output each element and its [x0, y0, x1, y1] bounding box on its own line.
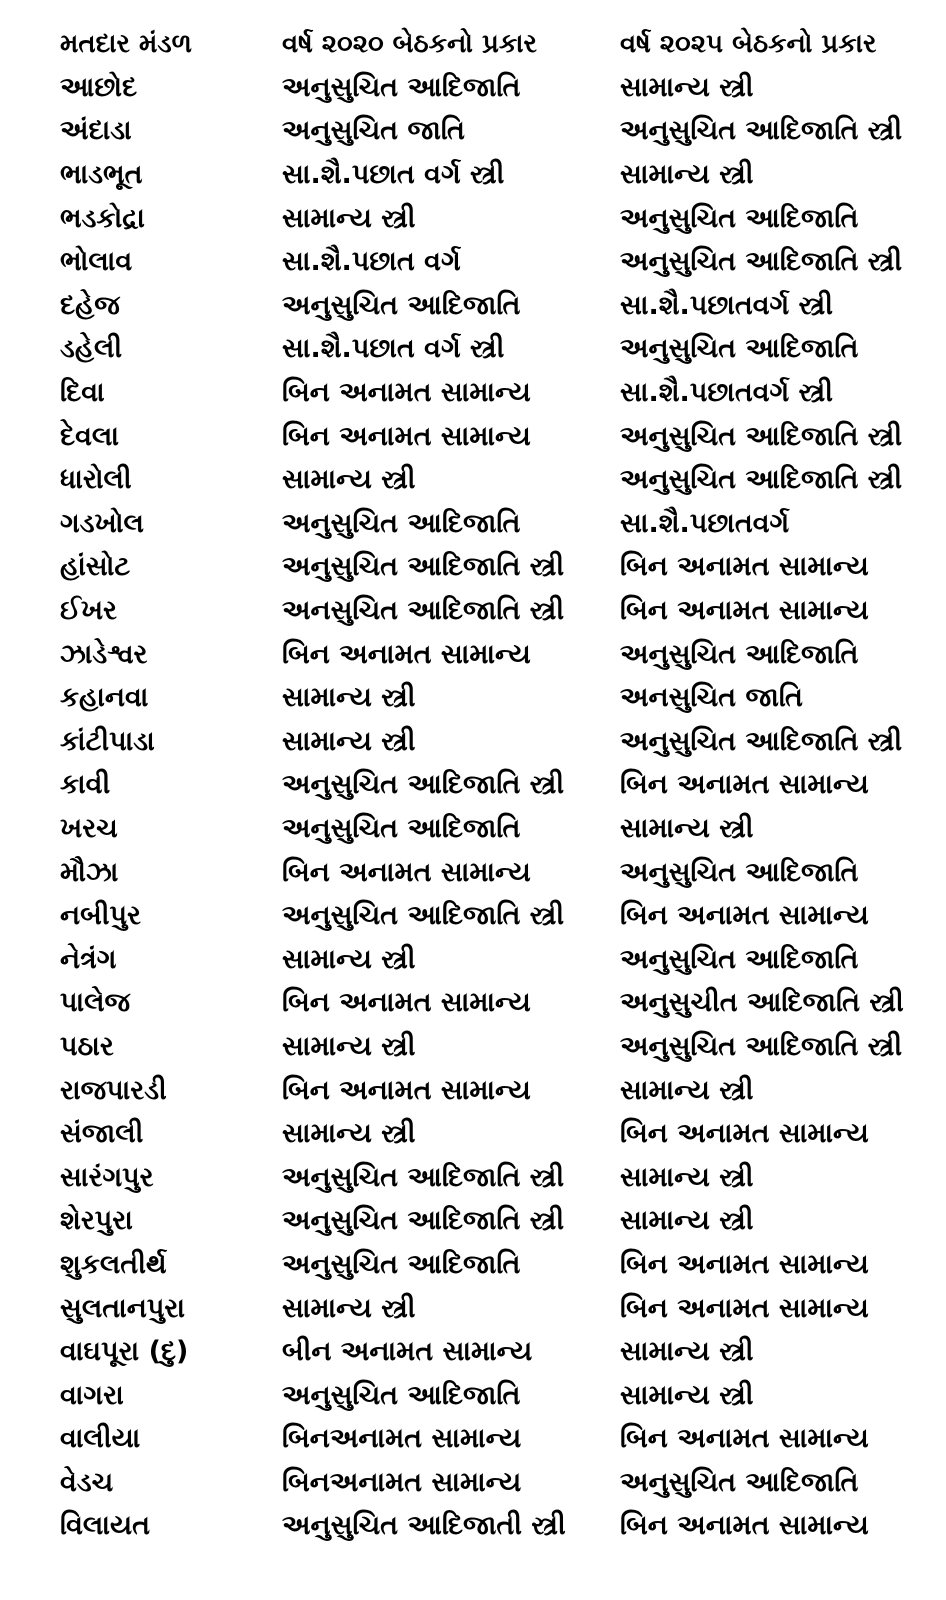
constituency-cell: આછોદ — [60, 71, 138, 103]
seat-type-2020-cell: સામાન્ય સ્ત્રી — [282, 202, 416, 234]
table-row — [0, 153, 946, 197]
table-header-row — [0, 22, 946, 66]
seat-type-2020-cell: અનુસુચિત આદિજાતિ સ્ત્રી — [282, 1161, 565, 1193]
constituency-cell: શુકલતીર્થ — [60, 1248, 167, 1280]
seat-type-2025-cell: સા.શૈ.પછાતવર્ગ સ્ત્રી — [620, 377, 833, 409]
table-row — [0, 502, 946, 546]
table-body — [0, 66, 946, 1548]
table-row — [0, 763, 946, 807]
seat-type-2025-cell: બિન અનામત સામાન્ય — [620, 769, 869, 801]
constituency-cell: ગડખોલ — [60, 507, 144, 539]
seat-type-2025-cell: અનુસુચીત આદિજાતિ સ્ત્રી — [620, 987, 904, 1019]
seat-type-2020-cell: સા.શૈ.પછાત વર્ગ સ્ત્રી — [282, 333, 505, 365]
table-row — [0, 589, 946, 633]
seat-type-2020-cell: અનુસુચિત આદિજાતિ — [282, 289, 521, 321]
constituency-cell: કાવી — [60, 769, 111, 801]
seat-type-2025-cell: અનુસુચિત આદિજાતિ — [620, 638, 859, 670]
seat-type-2020-cell: સામાન્ય સ્ત્રી — [282, 943, 416, 975]
seat-type-2025-cell: સામાન્ય સ્ત્રી — [620, 1205, 754, 1237]
table-row — [0, 327, 946, 371]
seat-type-2025-cell: બિન અનામત સામાન્ય — [620, 551, 869, 583]
constituency-cell: નેત્રંગ — [60, 943, 117, 975]
seat-type-2020-cell: સામાન્ય સ્ત્રી — [282, 1292, 416, 1324]
seat-type-2020-cell: સા.શૈ.પછાત વર્ગ સ્ત્રી — [282, 159, 505, 191]
constituency-cell: ભાડભૂત — [60, 159, 143, 191]
table-row — [0, 1112, 946, 1156]
table-row — [0, 109, 946, 153]
seat-type-2025-cell: સામાન્ય સ્ત્રી — [620, 1074, 754, 1106]
table-row — [0, 981, 946, 1025]
constituency-cell: ઈખર — [60, 595, 117, 627]
seat-type-2020-cell: બિન અનામત સામાન્ય — [282, 377, 531, 409]
seat-type-2025-cell: અનુસુચિત આદિજાતિ — [620, 202, 859, 234]
constituency-cell: રાજપારડી — [60, 1074, 167, 1106]
seat-type-2020-cell: અનુસુચિત આદિજાતિ — [282, 1379, 521, 1411]
table-row — [0, 545, 946, 589]
seat-type-2020-cell: બિન અનામત સામાન્ય — [282, 987, 531, 1019]
seat-type-2025-cell: સામાન્ય સ્ત્રી — [620, 1379, 754, 1411]
table-row — [0, 196, 946, 240]
seat-type-2020-cell: અનુસુચિત આદિજાતિ સ્ત્રી — [282, 1205, 565, 1237]
constituency-cell: વિલાયત — [60, 1510, 150, 1542]
constituency-cell: વાગરા — [60, 1379, 124, 1411]
seat-type-2025-cell: બિન અનામત સામાન્ય — [620, 595, 869, 627]
constituency-cell: ઝાડેશ્વર — [60, 638, 148, 670]
seat-type-2020-cell: બિન અનામત સામાન્ય — [282, 638, 531, 670]
table-row — [0, 632, 946, 676]
table-row — [0, 1373, 946, 1417]
constituency-cell: કહાનવા — [60, 682, 149, 714]
seat-type-2020-cell: અનુસુચિત આદિજાતિ સ્ત્રી — [282, 900, 565, 932]
constituency-cell: સુલતાનપુરા — [60, 1292, 186, 1324]
seat-type-2025-cell: સામાન્ય સ્ત્રી — [620, 159, 754, 191]
constituency-cell: સંજાલી — [60, 1118, 144, 1150]
seat-type-2025-cell: બિન અનામત સામાન્ય — [620, 1423, 869, 1455]
constituency-cell: ભડકોદ્રા — [60, 202, 145, 234]
seat-type-2025-cell: અનુસુચિત આદિજાતિ સ્ત્રી — [620, 1030, 903, 1062]
seat-type-2020-cell: અનુસુચિત આદિજાતિ — [282, 1248, 521, 1280]
seat-type-2025-cell: અનુસુચિત આદિજાતિ — [620, 943, 859, 975]
constituency-cell: દહેજ — [60, 289, 120, 321]
table-row — [0, 240, 946, 284]
constituency-cell: ભોલાવ — [60, 246, 133, 278]
table-row — [0, 1155, 946, 1199]
seat-type-2020-cell: બિનઅનામત સામાન્ય — [282, 1423, 522, 1455]
seat-type-2020-cell: બિન અનામત સામાન્ય — [282, 1074, 531, 1106]
table-row — [0, 371, 946, 415]
constituency-cell: પઠાર — [60, 1030, 114, 1062]
seat-type-2020-cell: સામાન્ય સ્ત્રી — [282, 682, 416, 714]
constituency-cell: અંદાડા — [60, 115, 132, 147]
seat-type-2025-cell: બિન અનામત સામાન્ય — [620, 1510, 869, 1542]
table-row — [0, 807, 946, 851]
seat-type-2025-cell: અનુસુચિત આદિજાતિ — [620, 333, 859, 365]
seat-type-2025-cell: અનુસુચિત આદિજાતિ સ્ત્રી — [620, 246, 903, 278]
seat-type-2020-cell: બિન અનામત સામાન્ય — [282, 856, 531, 888]
seat-type-2020-cell: અનસુચિત આદિજાતિ સ્ત્રી — [282, 595, 565, 627]
header-seat-type-2025: વર્ષ ૨૦૨૫ બેઠકનો પ્રકાર — [620, 28, 877, 59]
table-row — [0, 937, 946, 981]
constituency-cell: દિવા — [60, 377, 105, 409]
seat-type-2025-cell: અનુસુચિત આદિજાતિ — [620, 856, 859, 888]
constituency-cell: ડહેલી — [60, 333, 123, 365]
constituency-cell: દેવલા — [60, 420, 119, 452]
seat-type-2020-cell: સામાન્ય સ્ત્રી — [282, 464, 416, 496]
seat-type-2025-cell: અનુસુચિત આદિજાતિ સ્ત્રી — [620, 464, 903, 496]
seat-type-2025-cell: અનુસુચિત આદિજાતિ — [620, 1466, 859, 1498]
seat-type-2025-cell: સામાન્ય સ્ત્રી — [620, 1336, 754, 1368]
constituency-cell: નબીપુર — [60, 900, 141, 932]
seat-type-2020-cell: સામાન્ય સ્ત્રી — [282, 1030, 416, 1062]
table-row — [0, 458, 946, 502]
seat-type-2025-cell: અનુસુચિત આદિજાતિ સ્ત્રી — [620, 725, 903, 757]
seat-type-2025-cell: બિન અનામત સામાન્ય — [620, 1248, 869, 1280]
seat-type-2025-cell: બિન અનામત સામાન્ય — [620, 900, 869, 932]
seat-type-2020-cell: સામાન્ય સ્ત્રી — [282, 1118, 416, 1150]
seat-type-2020-cell: સામાન્ય સ્ત્રી — [282, 725, 416, 757]
table-row — [0, 1461, 946, 1505]
table-row — [0, 284, 946, 328]
table-row — [0, 1504, 946, 1548]
constituency-cell: શેરપુરા — [60, 1205, 133, 1237]
table-row — [0, 676, 946, 720]
seat-type-2020-cell: બીન અનામત સામાન્ય — [282, 1336, 533, 1368]
seat-type-2025-cell: સામાન્ય સ્ત્રી — [620, 1161, 754, 1193]
seat-type-2020-cell: અનુસુચિત આદિજાતિ — [282, 812, 521, 844]
constituency-cell: મૌઝા — [60, 856, 119, 888]
constituency-cell: વાલીયા — [60, 1423, 141, 1455]
seat-type-2025-cell: બિન અનામત સામાન્ય — [620, 1118, 869, 1150]
table-row — [0, 1068, 946, 1112]
constituency-cell: પાલેજ — [60, 987, 131, 1019]
seat-type-2025-cell: સામાન્ય સ્ત્રી — [620, 71, 754, 103]
table-row — [0, 1417, 946, 1461]
constituency-cell: ધારોલી — [60, 464, 132, 496]
seat-type-2025-cell: બિન અનામત સામાન્ય — [620, 1292, 869, 1324]
constituency-cell: હાંસોટ — [60, 551, 131, 583]
seat-type-2020-cell: બિનઅનામત સામાન્ય — [282, 1466, 522, 1498]
constituency-cell: કાંટીપાડા — [60, 725, 155, 757]
seat-type-2025-cell: અનુસુચિત આદિજાતિ સ્ત્રી — [620, 420, 903, 452]
table-row — [0, 894, 946, 938]
table-row — [0, 1199, 946, 1243]
seat-type-2020-cell: અનુસુચિત આદિજાતિ — [282, 507, 521, 539]
seat-type-2025-cell: સામાન્ય સ્ત્રી — [620, 812, 754, 844]
table-row — [0, 414, 946, 458]
table-row — [0, 720, 946, 764]
seat-type-2025-cell: સા.શૈ.પછાતવર્ગ સ્ત્રી — [620, 289, 833, 321]
header-constituency: મતદાર મંડળ — [60, 28, 192, 59]
constituency-cell: વેડચ — [60, 1466, 114, 1498]
table-row — [0, 66, 946, 110]
seat-type-2020-cell: અનુસુચિત આદિજાતિ — [282, 71, 521, 103]
seat-type-2020-cell: બિન અનામત સામાન્ય — [282, 420, 531, 452]
seat-type-2020-cell: અનુસુચિત આદિજાતિ સ્ત્રી — [282, 551, 565, 583]
seat-type-2025-cell: અનસુચિત જાતિ — [620, 682, 803, 714]
header-seat-type-2020: વર્ષ ૨૦૨૦ બેઠકનો પ્રકાર — [282, 28, 537, 59]
seat-type-2025-cell: અનુસુચિત આદિજાતિ સ્ત્રી — [620, 115, 903, 147]
seat-type-2020-cell: અનુસુચિત આદિજાતિ સ્ત્રી — [282, 769, 565, 801]
table-row — [0, 1243, 946, 1287]
seat-type-2025-cell: સા.શૈ.પછાતવર્ગ — [620, 507, 790, 539]
constituency-cell: સારંગપુર — [60, 1161, 154, 1193]
table-row — [0, 1286, 946, 1330]
constituency-cell: ખરચ — [60, 812, 118, 844]
seat-type-2020-cell: સા.શૈ.પછાત વર્ગ — [282, 246, 461, 278]
table-row — [0, 850, 946, 894]
seat-type-2020-cell: અનુસુચિત આદિજાતી સ્ત્રી — [282, 1510, 566, 1542]
table-row — [0, 1025, 946, 1069]
seat-type-2020-cell: અનુસુચિત જાતિ — [282, 115, 465, 147]
constituency-cell: વાઘપૂરા (દુ) — [60, 1336, 189, 1368]
table-row — [0, 1330, 946, 1374]
